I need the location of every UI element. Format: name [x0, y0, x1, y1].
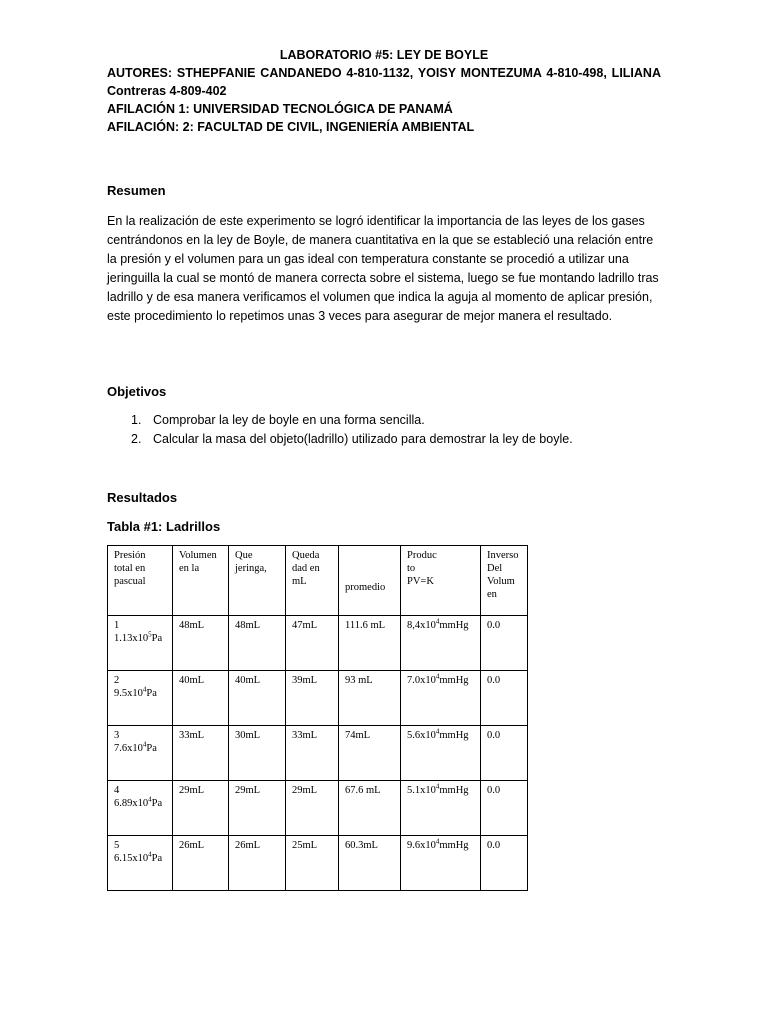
cell-presion: 4 $6.89x10^4Pa$ — [108, 781, 173, 836]
cell-queda: 25mL — [286, 836, 339, 891]
table-row — [108, 836, 528, 891]
cell-inverso: 0.0 — [481, 726, 528, 781]
resultados-heading: Resultados — [107, 490, 178, 505]
list-item — [131, 411, 573, 430]
cell-promedio: 93 mL — [339, 671, 401, 726]
resumen-paragraph — [107, 212, 663, 326]
header-queda: Queda dad en mL — [286, 546, 339, 616]
cell-producto: $5.6x10^4mmHg$ — [401, 726, 481, 781]
list-item — [131, 430, 573, 449]
cell-queda: 33mL — [286, 726, 339, 781]
cell-inverso: 0.0 — [481, 836, 528, 891]
authors-line-continued: Contreras 4-809-402 — [107, 84, 227, 98]
cell-producto: $5.1x10^4mmHg$ — [401, 781, 481, 836]
cell-queda: 47mL — [286, 616, 339, 671]
cell-que: 40mL — [229, 671, 286, 726]
cell-que: 29mL — [229, 781, 286, 836]
cell-promedio: 111.6 mL — [339, 616, 401, 671]
header-volumen: Volumen en la — [173, 546, 229, 616]
objetivos-list — [131, 411, 573, 449]
cell-volumen: 33mL — [173, 726, 229, 781]
objetivos-heading: Objetivos — [107, 384, 167, 399]
list-text: Calcular la masa del objeto(ladrillo) utilizado para demostrar la ley de boyle. — [153, 432, 573, 446]
cell-producto: $9.6x10^4mmHg$ — [401, 836, 481, 891]
cell-presion: 5 $6.15x10^4Pa$ — [108, 836, 173, 891]
table-row — [108, 616, 528, 671]
list-number: 2. — [131, 432, 142, 446]
cell-volumen: 29mL — [173, 781, 229, 836]
cell-queda: 29mL — [286, 781, 339, 836]
header-inverso: Inverso Del Volum en — [481, 546, 528, 616]
header-presion: Presión total en pascual — [108, 546, 173, 616]
cell-que: 26mL — [229, 836, 286, 891]
cell-volumen: 48mL — [173, 616, 229, 671]
header-producto: Produc to PV=K — [401, 546, 481, 616]
table-title: Tabla #1: Ladrillos — [107, 519, 221, 534]
table-row — [108, 671, 528, 726]
document-title: LABORATORIO #5: LEY DE BOYLE — [279, 48, 489, 62]
cell-promedio: 74mL — [339, 726, 401, 781]
cell-promedio: 60.3mL — [339, 836, 401, 891]
cell-inverso: 0.0 — [481, 781, 528, 836]
affiliation-2: AFILACIÓN: 2: FACULTAD DE CIVIL, INGENIERÍA AMBIENTAL — [107, 120, 475, 134]
cell-promedio: 67.6 mL — [339, 781, 401, 836]
cell-inverso: 0.0 — [481, 616, 528, 671]
cell-volumen: 40mL — [173, 671, 229, 726]
header-promedio: promedio — [339, 546, 401, 616]
cell-presion: 3 $7.6x10^4Pa$ — [108, 726, 173, 781]
list-number: 1. — [131, 413, 142, 427]
cell-presion: 2 $9.5x10^4Pa$ — [108, 671, 173, 726]
results-table — [107, 545, 528, 891]
cell-producto: $8,4x10^4mmHg$ — [401, 616, 481, 671]
table-header-row — [108, 546, 528, 616]
header-que: Que jeringa, — [229, 546, 286, 616]
table-row — [108, 726, 528, 781]
list-text: Comprobar la ley de boyle en una forma sencilla. — [153, 413, 425, 427]
cell-queda: 39mL — [286, 671, 339, 726]
cell-que: 48mL — [229, 616, 286, 671]
affiliation-1: AFILACIÓN 1: UNIVERSIDAD TECNOLÓGICA DE PANAMÁ — [107, 102, 453, 116]
authors-line: AUTORES: STHEPFANIE CANDANEDO 4-810-1132, YOISY MONTEZUMA 4-810-498, LILIANA — [107, 66, 661, 80]
cell-que: 30mL — [229, 726, 286, 781]
cell-inverso: 0.0 — [481, 671, 528, 726]
cell-volumen: 26mL — [173, 836, 229, 891]
resumen-heading: Resumen — [107, 183, 166, 198]
table-row — [108, 781, 528, 836]
resumen-body: En la realización de este experimento se logró identificar la importancia de las leyes de los gases centrándonos en la ley de Boyle, de manera cuantitativa en la que se estableció una relación entre la presión y el volumen para un gas ideal con temperatura constante se procedió a utilizar una jeringuilla la cual se montó de manera correcta sobre el sistema, luego se fue montando ladrillo tras ladrillo y de esa manera verificamos el volumen que indica la aguja al momento de aplicar presión, este procedimiento lo repetimos unas 3 veces para asegurar de mejor manera el resultado. — [107, 214, 659, 323]
cell-producto: $7.0x10^4mmHg$ — [401, 671, 481, 726]
cell-presion: 1 $1.13x10^5Pa$ — [108, 616, 173, 671]
